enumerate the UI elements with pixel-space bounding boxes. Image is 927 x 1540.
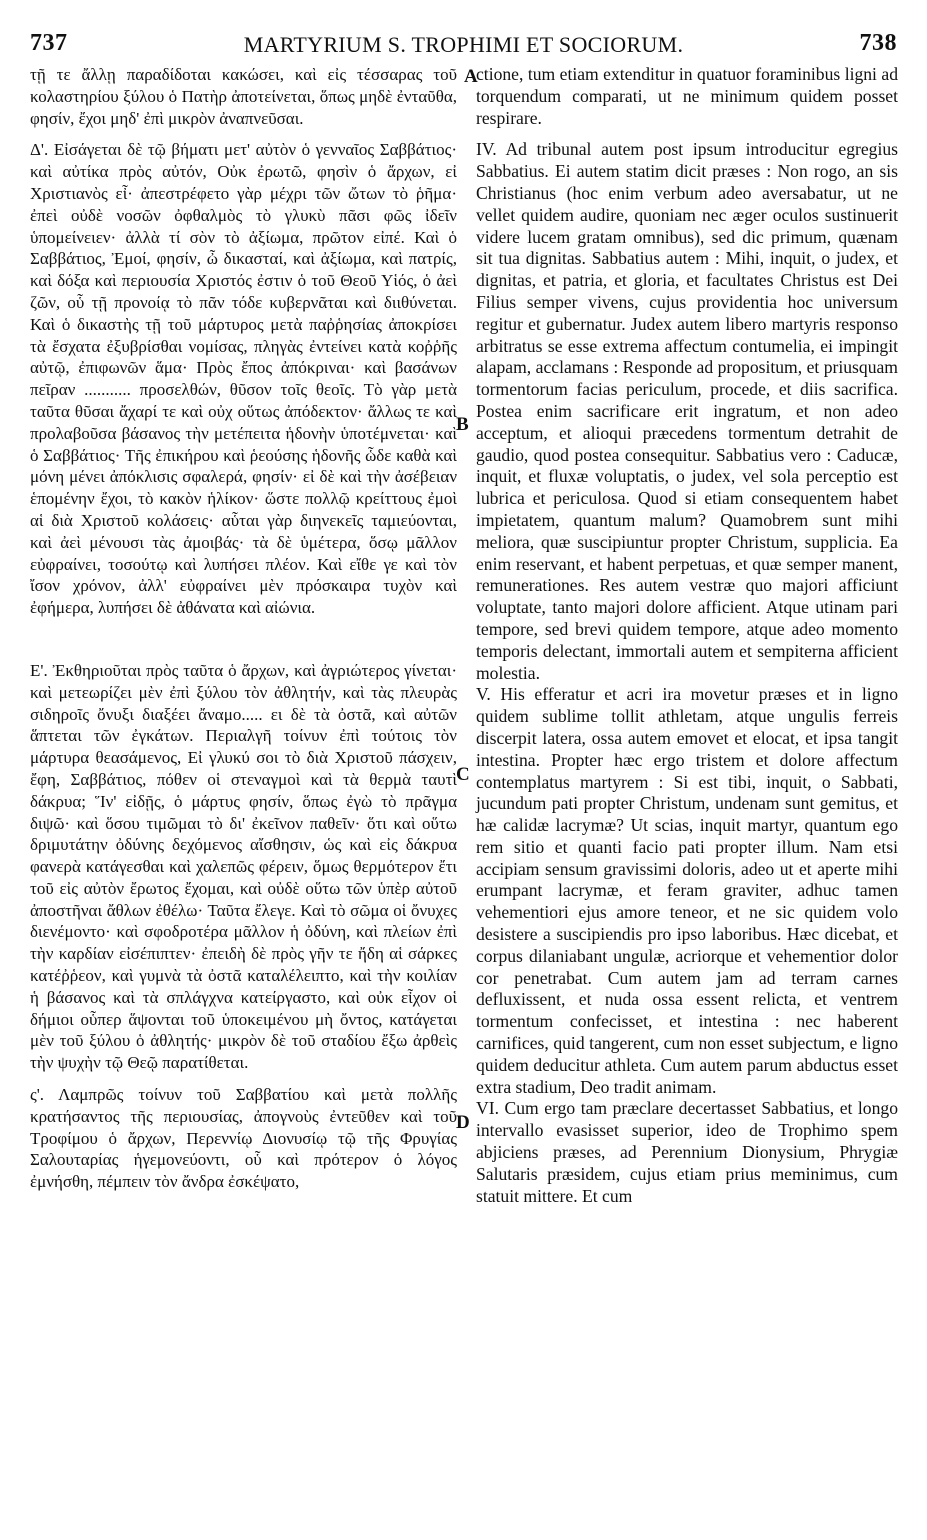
margin-letter-d: D	[456, 1112, 470, 1133]
latin-paragraph-4: IV. Ad tribunal autem post ipsum introducitur egregius Sabbatius. Ei autem statim dicit præses : Non rogo, an sis Christianus (hoc enim verbum adeo aversabatur, ut ne vellet quidem audire, quoniam nec æger oculos sustinuerit videre lucem gratam omnibus), sed dic primum, quænam sit tua dignitas. Sabbatius autem : Mihi, inquit, o judex, et dignitas, et patria, et gloria, et facultates Christus est Dei Filius semper vivens, cujus providentia hoc universum regitur et gubernatur. Judex autem libero martyris responso arbitratus se esse extrema affectum contumelia, ei impingit alapam, acclamans : Responde ad propositum, et priusquam tormentorum facias periculum, procede, et diis sacrifica. Postea enim sacrificare erit ingratum, et non adeo acceptum, et alioqui præcedens tormentum detrahit de gaudio, quod postea consequitur. Sabbatius vero : Caducæ, inquit, et fluxæ voluptatis, o judex, vel sola perceptio est lubrica et periculosa. Quod si etiam consequentem habet impietatem, quantum malum? Quamobrem sunt mihi meliora, quæ suscipiuntur propter Christum, supplicia. Ea enim reservant, et habent perpetuas, et quæ semper manent, remunerationes. Res autem vestræ quo majori afficiunt voluptate, tanto majori dolore afficient. Atque utinam pari tempore, sed brevi quidem tempore, atque adeo momento temporis delectant, immortali autem et sempiterna afficient molestia.	[476, 139, 898, 683]
greek-paragraph-4: Δ'. Εἰσάγεται δὲ τῷ βήματι μετ' αὐτὸν ὁ γενναῖος Σαββάτιος· καὶ αὐτίκα πρὸς αὐτόν, Οὐκ ἐρωτῶ, φησὶν ὁ ἄρχων, εἰ Χριστιανὸς εἶ· ἀπεστρέφετο γὰρ μέχρι τῶν ὤτων τὸ ῥῆμα· ἐπεὶ οὐδὲ νοσῶν ὀφθαλμὸς τὸ γλυκὺ πᾶσι φῶς ἰδεῖν ὑπομείνειεν· ἀλλὰ τί σὸν τὸ ἀξίωμα, πρῶτον εἰπέ. Καὶ ὁ Σαββάτιος, Ἐμοί, φησίν, ὦ δικασταί, καὶ ἀξίωμα, καὶ πατρίς, καὶ δόξα καὶ περιουσία Χριστός ἐστιν ὁ τοῦ Θεοῦ Υἱός, ὁ ἀεὶ ζῶν, οὗ τῇ προνοίᾳ τὸ πᾶν τόδε κυβερνᾶται καὶ διιθύνεται. Καὶ ὁ δικαστὴς τῇ τοῦ μάρτυρος μετὰ παῤῥησίας ἀποκρίσει τὰ ἔσχατα ἐξυβρίσθαι νομίσας, πληγὰς ἐντείνει κατὰ κοῤῥῆς αὐτῷ, ἐπιφωνῶν ἅμα· Πρὸς ἔπος ἀπόκριναι· καὶ βασάνων πεῖραν ........... προσελθών, θῦσον τοῖς θεοῖς. Τὸ γὰρ μετὰ ταῦτα θῦσαι ἄχαρί τε καὶ οὐχ οὕτως ἀπόδεκτον· ἄλλως τε καὶ προλαβοῦσα βάσανος τὴν μετέπειτα ἡδονὴν ὑποτέμνεται· καὶ ὁ Σαββάτιος· Τῆς ἐπικήρου καὶ ῥεούσης ἡδονῆς ὧδε καθὰ καὶ μόνη μένει ἀπόκλισις σφαλερά, φησίν· εἰ δὲ καὶ τὴν ἀσέβειαν ἑπομένην ἔχοι, τὸ κακὸν ἡλίκον· ὥστε πολλῷ κρείττους ἐμοὶ αἱ διὰ Χριστοῦ κολάσεις· αὗται γὰρ διηνεκεῖς ταμιεύονται, καὶ ἀεὶ μένουσι τὰς ἀμοιβάς· τὰ δὲ ὑμέτερα, ὅσῳ μᾶλλον εὐφραίνει, τοσούτῳ καὶ λυπήσει πλέον. Καὶ εἴθε γε καὶ τὸν ἴσον χρόνον, ἀλλ' εὐφραίνει μὲν πρόσκαιρα τυχὸν καὶ ἐφήμερα, λυπήσει δὲ ἀθάνατα καὶ αἰώνια.	[30, 140, 457, 618]
greek-paragraph-5: Ε'. Ἐκθηριοῦται πρὸς ταῦτα ὁ ἄρχων, καὶ ἀγριώτερος γίνεται· καὶ μετεωρίζει μὲν ἐπὶ ξύλου τὸν ἀθλητήν, καὶ τὰς πλευρὰς σιδηροῖς ὄνυξι διαξέει ἄναμο..... ει δὲ τὰ ὀστᾶ, καὶ αὐτῶν ἅπτεται τῶν ἐγκάτων. Περιαλγῆ τοίνυν ἐπὶ τούτοις τὸν μάρτυρα θεασάμενος, Εἰ γλυκύ σοι τὸ διὰ Χριστοῦ πάσχειν, ἔφη, Σαββάτιος, πόθεν οἱ στεναγμοὶ καὶ τὰ θερμὰ ταυτὶ δάκρυα; Ἵν' εἰδῇς, ὁ μάρτυς φησίν, ὅπως ἐγὼ τὸ πρᾶγμα διψῶ· καὶ ὅσου τιμῶμαι τὸ δι' ἐκεῖνον παθεῖν· ὅτι καὶ οὕτω δριμυτάτην ὀδύνης δεχόμενος αἴσθησιν, ὡς καὶ εἰς δάκρυα φανερὰ κατάγεσθαι καὶ χαλεπῶς φέρειν, ὅμως θερμότερον ἔτι τοῦ εἰς αὐτὸν ἔρωτος ἔχομαι, καὶ οὐδὲ οὕτω τῶν ὑπὲρ αὐτοῦ ἀποστῆναι ἄθλων ἐθέλω· Ταῦτα ἔλεγε. Καὶ τὸ σῶμα οἱ ὄνυχες διενέμοντο· καὶ σφοδροτέρα μᾶλλον ἡ ὀδύνη, καὶ πλείων ἐπὶ τὴν καρδίαν εἰσέπιπτεν· ἐπειδὴ δὲ πρὸς γῆν τε ἤδη αἱ σάρκες κατέῤῥεον, καὶ γυμνὰ τὰ ὀστᾶ καταλέλειπτο, καὶ τὴν κοιλίαν ἡ βάσανος καὶ τὰ σπλάγχνα κατείργαστο, καὶ οὐκ εἶχον οἱ δήμιοι οὗπερ ἅψονται τοῦ ὑποκειμένου μὴ ὄντος, κατάγεται μὲν τοῦ ξύλου ὁ ἀθλητής· μικρὸν δὲ τοῦ σταδίου ἔξω ἀρθεὶς τὴν ψυχὴν τῷ Θεῷ παρατίθεται.	[30, 660, 457, 1073]
margin-letter-a: A	[464, 66, 478, 87]
running-title: MARTYRIUM S. TROPHIMI ET SOCIORUM.	[243, 32, 684, 57]
left-page-number: 737	[30, 30, 68, 56]
right-page-number: 738	[859, 30, 897, 56]
latin-paragraph-5: V. His efferatur et acri ira movetur præses et in ligno quidem sublime tollit athletam, atque ungulis ferreis discerpit latera, ossa autem emovet et elocat, et ipsa tangit intestina. Propter hæc ergo tristem et dolore affectum contemplatus martyrem : Si est tibi, inquit, o Sabbati, jucundum pati propter Christum, undenam sunt gemitus, et hæ calidæ lacrymæ? Ut scias, inquit martyr, quantum ego rem sitio et quanti facio pati propter illum. Nam etsi accipiam sensum gravissimi doloris, adeo ut et aperte mihi erumpant lacrymæ, et feram graviter, adhuc tamen vehementiori ejus amore teneor, et ne sic quidem volo desistere a suscipiendis pro ipso laboribus. Hæc dicebat, et corpus dilaniabant ungulæ, acriorque et vehementior dolor cor penetrabat. Cum autem jam ad terram carnes defluxissent, et nuda ossa essent relicta, et ventrem tormentum confecisset, et intestina : nec haberent carnifices, quid tangerent, cum non esset subjectum, e ligno quidem deducitur athleta. Cum autem parum abductus esset extra stadium, Deo tradit animam.	[476, 684, 898, 1097]
latin-paragraph-intro: ctione, tum etiam extenditur in quatuor foraminibus ligni ad torquendum comparati, ut ne minimum quidem posset respirare.	[476, 64, 898, 128]
margin-letter-b: B	[456, 414, 469, 435]
latin-paragraph-6: VI. Cum ergo tam præclare decertasset Sabbatius, et longo intervallo evasisset superior, ideo de Trophimo spem abjiciens præses, ad Perennium Dionysium, Phrygiæ Salutaris præsidem, cujus etiam prius meminimus, cum statuit mittere. Et cum	[476, 1098, 898, 1206]
greek-column	[30, 64, 457, 1193]
latin-column	[476, 64, 898, 1207]
margin-letter-c: C	[456, 764, 470, 785]
running-header	[30, 30, 897, 64]
greek-paragraph-6: ς'. Λαμπρῶς τοίνυν τοῦ Σαββατίου καὶ μετὰ πολλῆς κρατήσαντος τῆς περιουσίας, ἀπογνοὺς ἐντεῦθεν καὶ τοῦ Τροφίμου ὁ ἄρχων, Περεννίῳ Διονυσίῳ τῷ τῆς Φρυγίας Σαλουταρίας ἡγεμονεύοντι, οὗ καὶ πρότερον ὁ λόγος ἐμνήσθη, πέμπειν τὸν ἄνδρα ἐσκέψατο,	[30, 1085, 457, 1192]
greek-paragraph-intro: τῇ τε ἄλλῃ παραδίδοται κακώσει, καὶ εἰς τέσσαρας τοῦ κολαστηρίου ξύλου ὁ Πατὴρ ἀποτείνεται, ὅπως μηδὲ ἐνταῦθα, φησίν, ἔχοι μηδ' ἐπὶ μικρὸν ἀναπνεῦσαι.	[30, 65, 457, 128]
